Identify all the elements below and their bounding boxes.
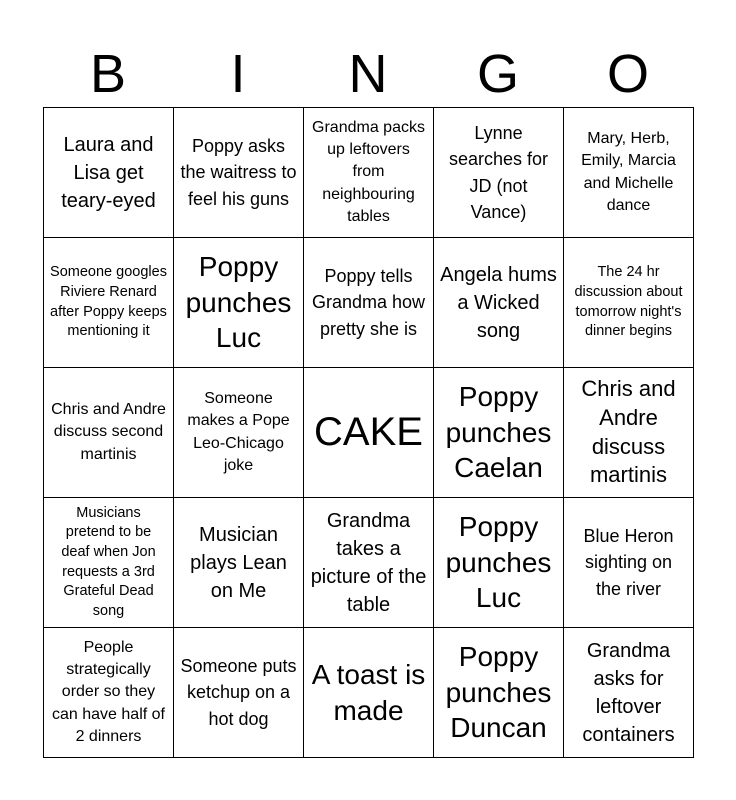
bingo-cell[interactable]: Grandma asks for leftover containers <box>564 628 694 758</box>
bingo-cell[interactable]: Blue Heron sighting on the river <box>564 498 694 628</box>
bingo-cell[interactable]: Poppy tells Grandma how pretty she is <box>304 238 434 368</box>
bingo-cell[interactable]: The 24 hr discussion about tomorrow night's dinner begins <box>564 238 694 368</box>
board-row <box>44 628 694 758</box>
bingo-card <box>43 107 694 758</box>
bingo-cell[interactable]: Grandma takes a picture of the table <box>304 498 434 628</box>
header-letter-n: N <box>348 44 388 104</box>
bingo-cell[interactable]: Poppy asks the waitress to feel his guns <box>174 108 304 238</box>
board-row <box>44 368 694 498</box>
bingo-cell[interactable]: Mary, Herb, Emily, Marcia and Michelle dance <box>564 108 694 238</box>
header-letter-g: G <box>476 44 519 104</box>
free-space-cell[interactable]: CAKE <box>304 368 434 498</box>
header-letter-o: O <box>606 44 649 104</box>
board-row <box>44 238 694 368</box>
bingo-cell[interactable]: Poppy punches Caelan <box>434 368 564 498</box>
bingo-cell[interactable]: Musicians pretend to be deaf when Jon requests a 3rd Grateful Dead song <box>44 498 174 628</box>
bingo-cell[interactable]: Someone makes a Pope Leo-Chicago joke <box>174 368 304 498</box>
bingo-cell[interactable]: Chris and Andre discuss martinis <box>564 368 694 498</box>
bingo-cell[interactable]: Angela hums a Wicked song <box>434 238 564 368</box>
bingo-cell[interactable]: Laura and Lisa get teary-eyed <box>44 108 174 238</box>
bingo-cell[interactable]: Poppy punches Luc <box>174 238 304 368</box>
bingo-cell[interactable]: Lynne searches for JD (not Vance) <box>434 108 564 238</box>
bingo-header <box>43 42 693 106</box>
bingo-cell[interactable]: Someone googles Riviere Renard after Poppy keeps mentioning it <box>44 238 174 368</box>
bingo-cell[interactable]: Poppy punches Luc <box>434 498 564 628</box>
bingo-cell[interactable]: People strategically order so they can have half of 2 dinners <box>44 628 174 758</box>
bingo-cell[interactable]: A toast is made <box>304 628 434 758</box>
bingo-cell[interactable]: Poppy punches Duncan <box>434 628 564 758</box>
bingo-cell[interactable]: Musician plays Lean on Me <box>174 498 304 628</box>
header-letter-b: B <box>89 44 127 104</box>
header-letter-i: I <box>230 44 246 104</box>
bingo-cell[interactable]: Someone puts ketchup on a hot dog <box>174 628 304 758</box>
board-row <box>44 108 694 238</box>
bingo-cell[interactable]: Grandma packs up leftovers from neighbouring tables <box>304 108 434 238</box>
board-row <box>44 498 694 628</box>
bingo-cell[interactable]: Chris and Andre discuss second martinis <box>44 368 174 498</box>
